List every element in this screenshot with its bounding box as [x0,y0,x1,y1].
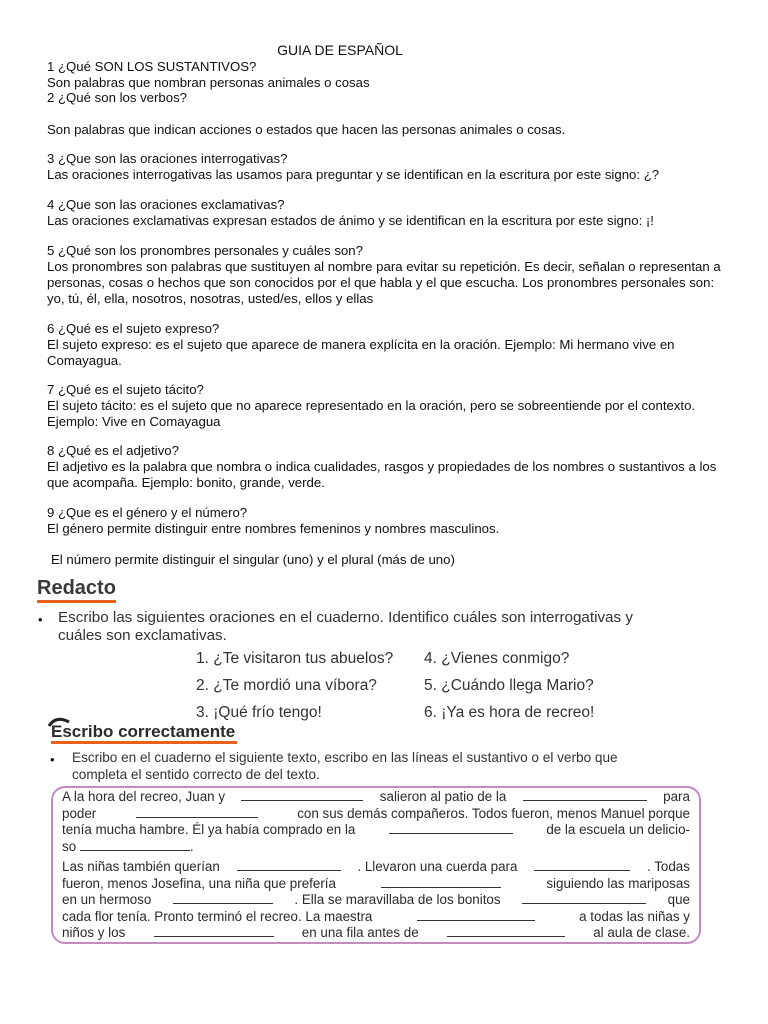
question-text: 8 ¿Qué es el adjetivo? [47,443,179,458]
escribo-heading: Escribo correctamente [51,722,236,741]
text-run: para [663,789,690,804]
text-run: en un hermoso [62,892,152,907]
text-run: . Ella se maravillaba de los bonitos [294,892,501,907]
blank-line[interactable] [534,859,630,871]
blank-line[interactable] [136,806,258,818]
text-run: a todas las niñas y [579,908,690,924]
question-text: 3 ¿Que son las oraciones interrogativas? [47,151,288,166]
blank-line[interactable] [522,892,646,904]
sentence-4: 4. ¿Vienes conmigo? [424,650,570,667]
question-6 [47,321,727,369]
redacto-heading: Redacto [37,577,116,599]
text-run: Las niñas también querían [62,859,220,874]
blank-line[interactable] [381,876,501,888]
question-text: 2 ¿Qué son los verbos? [47,90,188,105]
answer-text: Son palabras que indican acciones o estados que hacen las personas animales o cosas. [47,122,566,137]
blank-line[interactable] [447,925,565,937]
sentence-6: 6. ¡Ya es hora de recreo! [424,704,595,721]
sentence-3: 3. ¡Qué frío tengo! [196,704,322,721]
blank-line[interactable] [154,925,274,937]
blank-line[interactable] [80,839,190,851]
question-9 [47,505,727,537]
text-run: cada flor tenía. Pronto terminó el recreo. La maestra [62,908,373,924]
question-8 [47,443,727,491]
paragraph-2 [62,859,690,942]
answer-text: El género permite distinguir entre nombres femeninos y nombres masculinos. [47,521,500,536]
text-run: con sus demás compañeros. Todos fueron, menos Manuel porque [297,805,690,821]
text-run: tenía mucha hambre. Él ya había comprado en la [62,822,356,837]
escribo-underline [51,741,237,744]
question-7 [47,382,727,430]
blank-line[interactable] [241,789,363,801]
answer-text: El adjetivo es la palabra que nombra o indica cualidades, rasgos y propiedades de los nombres o sustantivos a los que acompaña. Ejemplo: bonito, grande, verde. [47,459,717,490]
text-run: de la escuela un delicio- [546,822,690,837]
text-run: . Llevaron una cuerda para [357,859,518,874]
question-text: 1 ¿Qué SON LOS SUSTANTIVOS? [47,59,257,74]
text-run: A la hora del recreo, Juan y [62,789,226,804]
answer-text: El sujeto expreso: es el sujeto que aparece de manera explícita en la oración. Ejemplo: Mi hermano vive en Comayagua. [47,337,675,368]
question-3 [47,151,727,183]
sentence-2: 2. ¿Te mordió una víbora? [196,677,377,694]
question-text: 5 ¿Qué son los pronombres personales y cuáles son? [47,243,363,258]
redacto-instruction: Escribo las siguientes oraciones en el cuaderno. Identifico cuáles son interrogativas y cuáles son exclamativas. [58,609,633,644]
question-1 [47,59,727,91]
paragraph-1 [62,789,690,855]
sentence-5: 5. ¿Cuándo llega Mario? [424,677,594,694]
text-run: salieron al patio de la [379,789,507,804]
text-run: . Todas [647,859,690,874]
question-text: 6 ¿Qué es el sujeto expreso? [47,321,220,336]
answer-text: Las oraciones interrogativas las usamos para preguntar y se identifican en la escritura por este signo: ¿? [47,167,660,182]
text-run: que [667,892,690,907]
text-run: al aula de clase. [593,925,690,940]
answer-text: Las oraciones exclamativas expresan estados de ánimo y se identifican en la escritura por este signo: ¡! [47,213,654,228]
text-run: . [189,838,194,854]
answer-text: Los pronombres son palabras que sustituyen al nombre para evitar su repetición. Es decir, señalan o representan a personas, cosas o hechos que son conocidos por el que habla y el que escucha. Los pronombres personales son: yo, tú, él, ella, nosotros, nosotras, usted/es, ellos y ellas [47,259,721,306]
redacto-underline [37,600,116,603]
numero-text: El número permite distinguir el singular (uno) y el plural (más de uno) [51,552,455,567]
blank-line[interactable] [237,859,341,871]
blank-line[interactable] [523,789,647,801]
text-run: siguiendo las mariposas [546,875,690,891]
page-title: GUIA DE ESPAÑOL [277,42,403,58]
question-text: 7 ¿Qué es el sujeto tácito? [47,382,204,397]
text-run: fueron, menos Josefina, una niña que prefería [62,875,336,891]
answer-text: El sujeto tácito: es el sujeto que no aparece representado en la oración, pero se sobreentiende por el contexto. Ejemplo: Vive en Comayagua [47,398,696,429]
text-run: so [62,838,77,854]
text-run: niños y los [62,925,126,940]
sentence-list [196,650,616,731]
blank-line[interactable] [389,822,513,834]
question-2 [47,90,727,138]
question-text: 9 ¿Que es el género y el número? [47,505,248,520]
question-text: 4 ¿Que son las oraciones exclamativas? [47,197,285,212]
sentence-1: 1. ¿Te visitaron tus abuelos? [196,650,394,667]
answer-text: Son palabras que nombran personas animales o cosas [47,75,370,90]
question-4 [47,197,727,229]
bullet-icon: • [38,612,43,627]
escribo-instruction: Escribo en el cuaderno el siguiente texto, escribo en las líneas el sustantivo o el verbo que completa el sentido correcto de del texto. [72,750,618,782]
text-run: poder [62,805,97,821]
blank-line[interactable] [173,892,273,904]
text-run: en una fila antes de [301,925,419,940]
question-5 [47,243,727,307]
bullet-icon: • [50,752,55,767]
blank-line[interactable] [417,909,535,921]
